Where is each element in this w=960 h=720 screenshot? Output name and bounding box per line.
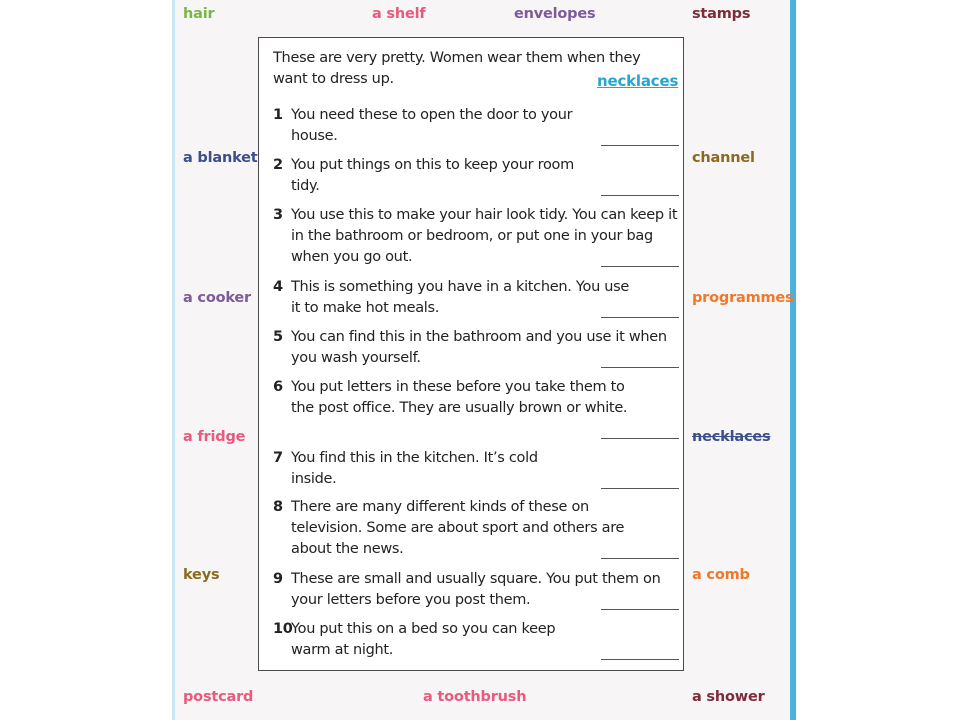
answer-blank[interactable] bbox=[601, 609, 679, 610]
word-a-comb: a comb bbox=[692, 567, 750, 583]
question-text: This is something you have in a kitchen. You use it to make hot meals. bbox=[291, 279, 630, 316]
question-number: 3 bbox=[273, 207, 283, 223]
word-hair: hair bbox=[183, 6, 215, 22]
question-number: 4 bbox=[273, 279, 283, 295]
word-a-shower: a shower bbox=[692, 689, 765, 705]
word-a-toothbrush: a toothbrush bbox=[423, 689, 527, 705]
question-number: 9 bbox=[273, 571, 283, 587]
answer-blank[interactable] bbox=[601, 438, 679, 439]
word-a-shelf: a shelf bbox=[372, 6, 426, 22]
word-programmes: programmes bbox=[692, 290, 794, 306]
page-edge-right bbox=[790, 0, 796, 720]
question-text: You use this to make your hair look tidy. You can keep it in the bathroom or bedroom, or put one in your bag when you go out. bbox=[291, 207, 678, 265]
question-number: 8 bbox=[273, 499, 283, 515]
answer-blank[interactable] bbox=[601, 266, 679, 267]
question-number: 2 bbox=[273, 157, 283, 173]
question-text: You find this in the kitchen. It’s cold inside. bbox=[291, 450, 538, 487]
page-edge-left bbox=[172, 0, 175, 720]
word-channel: channel bbox=[692, 150, 755, 166]
question-text: You put things on this to keep your room tidy. bbox=[291, 157, 574, 194]
question-text: There are many different kinds of these on television. Some are about sport and others are about the news. bbox=[291, 499, 625, 557]
answer-blank[interactable] bbox=[601, 558, 679, 559]
word-a-fridge: a fridge bbox=[183, 429, 246, 445]
word-necklaces: necklaces bbox=[692, 429, 771, 445]
answer-blank[interactable] bbox=[601, 195, 679, 196]
answer-blank[interactable] bbox=[601, 488, 679, 489]
question-text: You put this on a bed so you can keep warm at night. bbox=[291, 621, 556, 658]
word-postcard: postcard bbox=[183, 689, 254, 705]
question-text: You can find this in the bathroom and you use it when you wash yourself. bbox=[291, 329, 667, 366]
answer-blank[interactable] bbox=[601, 145, 679, 146]
question-number: 1 bbox=[273, 107, 283, 123]
question-text: You need these to open the door to your house. bbox=[291, 107, 573, 144]
word-stamps: stamps bbox=[692, 6, 751, 22]
answer-blank[interactable] bbox=[601, 317, 679, 318]
word-envelopes: envelopes bbox=[514, 6, 596, 22]
word-keys: keys bbox=[183, 567, 220, 583]
question-number: 6 bbox=[273, 379, 283, 395]
question-number: 7 bbox=[273, 450, 283, 466]
answer-blank[interactable] bbox=[601, 367, 679, 368]
definitions-card bbox=[258, 37, 684, 671]
example-definition: These are very pretty. Women wear them when they want to dress up. bbox=[273, 50, 641, 87]
word-a-blanket: a blanket bbox=[183, 150, 258, 166]
question-text: These are small and usually square. You put them on your letters before you post them. bbox=[291, 571, 661, 608]
question-number: 5 bbox=[273, 329, 283, 345]
question-text: You put letters in these before you take them to the post office. They are usually brown or white. bbox=[291, 379, 628, 416]
example-answer: necklaces bbox=[597, 72, 679, 90]
question-number: 10 bbox=[273, 621, 293, 637]
word-a-cooker: a cooker bbox=[183, 290, 251, 306]
answer-blank[interactable] bbox=[601, 659, 679, 660]
